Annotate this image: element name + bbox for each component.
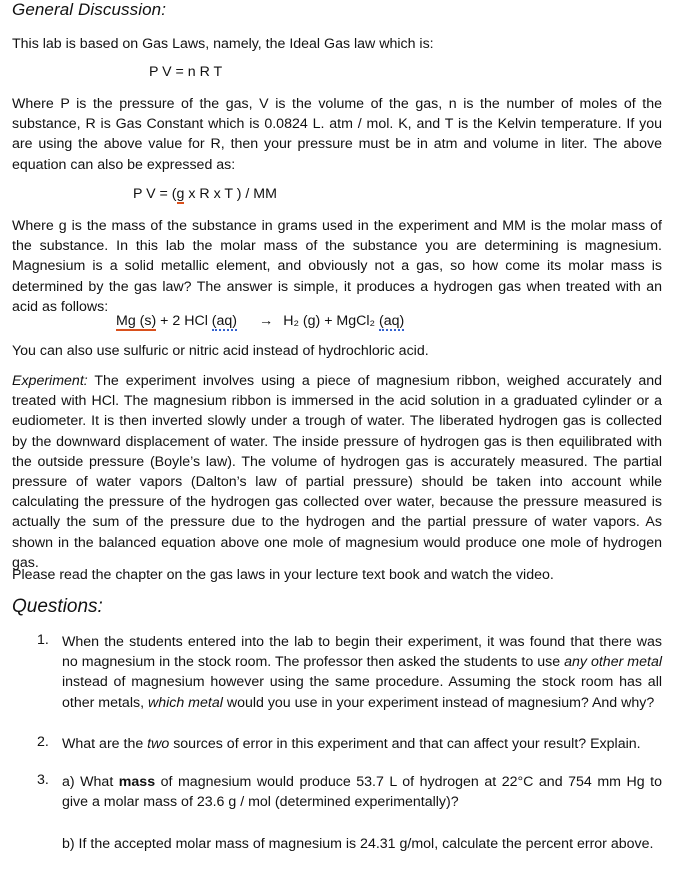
question-2-text xyxy=(62,734,662,754)
q1-part-c: would you use in your experiment instead of magnesium? And why? xyxy=(222,694,655,711)
experiment-paragraph xyxy=(12,371,662,573)
question-2-number: 2. xyxy=(37,734,49,750)
magnesium-paragraph: Where g is the mass of the substance in grams used in the experiment and MM is the molar mass of the substance. In this lab the molar mass of the substance you are determining is magnesium. Magnesium is a solid metallic element, and obviously not a gas, so how come its molar mass is determined by the gas law? The answer is simple, it produces a hydrogen gas when treated with an acid as follows: xyxy=(12,218,662,315)
q2-em-two: two xyxy=(147,736,170,752)
questions-heading: Questions: xyxy=(12,596,103,617)
question-3-text xyxy=(62,772,662,812)
eq2-right: x R x T ) / MM xyxy=(184,186,277,202)
eq2-left: P V = ( xyxy=(133,186,177,202)
pressure-definition-paragraph: Where P is the pressure of the gas, V is the volume of the gas, n is the number of moles of the substance, R is Gas Constant which is 0.0824 L. atm / mol. K, and T is the Kelvin temperature. If you are using the above value for R, then your pressure must be in atm and volume in liter. The above equation can also be expressed as: xyxy=(12,96,662,173)
question-1-text xyxy=(62,632,662,713)
q1-part-a: When the students entered into the lab to begin their experiment, it was found that there was no magnesium in the stock room. The professor then asked the students to use xyxy=(62,634,662,671)
reaction-hcl: + 2 HCl xyxy=(156,313,212,329)
q2-part-b: sources of error in this experiment and that can affect your result? Explain. xyxy=(169,736,641,752)
reaction-equation xyxy=(116,313,404,329)
q1-em-which-metal: which metal xyxy=(147,694,223,711)
reading-note: Please read the chapter on the gas laws in your lecture text book and watch the video. xyxy=(12,567,554,583)
reaction-mg: Mg (s) xyxy=(116,313,157,329)
q3-bold-mass: mass xyxy=(118,774,156,790)
acid-note: You can also use sulfuric or nitric acid instead of hydrochloric acid. xyxy=(12,343,429,359)
question-1-number: 1. xyxy=(37,632,49,648)
q2-part-a: What are the xyxy=(62,736,148,752)
experiment-text: The experiment involves using a piece of magnesium ribbon, weighed accurately and treated with HCl. The magnesium ribbon is immersed in the acid solution in a graduated cylinder or a eudiometer. It is then inverted slowly under a trough of water. The liberated hydrogen gas is collected by the downward displacement of water. The inside pressure of hydrogen gas is then equilibrated with the outside pressure (Boyle’s law). The volume of hydrogen gas is accurately measured. The partial pressure of water vapors (Dalton’s law of partial pressure) should be taken into account while calculating the pressure of the hydrogen gas collected over water, because the pressure measured is actually the sum of the pressure due to the hydrogen and the partial pressure of water vapors. As shown in the balanced equation above one mole of magnesium would produce one mole of hydrogen gas. xyxy=(12,373,662,571)
q3-part-b: of magnesium would produce 53.7 L of hydrogen at 22°C and 754 mm Hg to give a molar mass of 23.6 g / mol (determined experimentally)? xyxy=(62,774,662,811)
question-3b-text: b) If the accepted molar mass of magnesium is 24.31 g/mol, calculate the percent error above. xyxy=(62,836,654,852)
intro-text: This lab is based on Gas Laws, namely, the Ideal Gas law which is: xyxy=(12,36,434,52)
reaction-arrow: → xyxy=(259,313,274,329)
q1-part-b: instead of magnesium however using the same procedure. Assuming the stock room has all other metals, xyxy=(62,674,662,711)
general-discussion-heading: General Discussion: xyxy=(12,0,167,19)
experiment-label: Experiment: xyxy=(12,373,88,389)
question-3-number: 3. xyxy=(37,772,49,788)
reaction-products: H₂ (g) + MgCl₂ xyxy=(283,313,379,329)
q3-part-a: a) What xyxy=(62,774,119,790)
molar-mass-equation xyxy=(133,186,277,202)
q1-em-any-metal: any other metal xyxy=(564,654,662,671)
ideal-gas-equation: P V = n R T xyxy=(149,64,223,80)
reaction-aq2: (aq) xyxy=(378,313,405,329)
eq2-g: g xyxy=(176,186,185,202)
reaction-aq1: (aq) xyxy=(211,313,238,329)
